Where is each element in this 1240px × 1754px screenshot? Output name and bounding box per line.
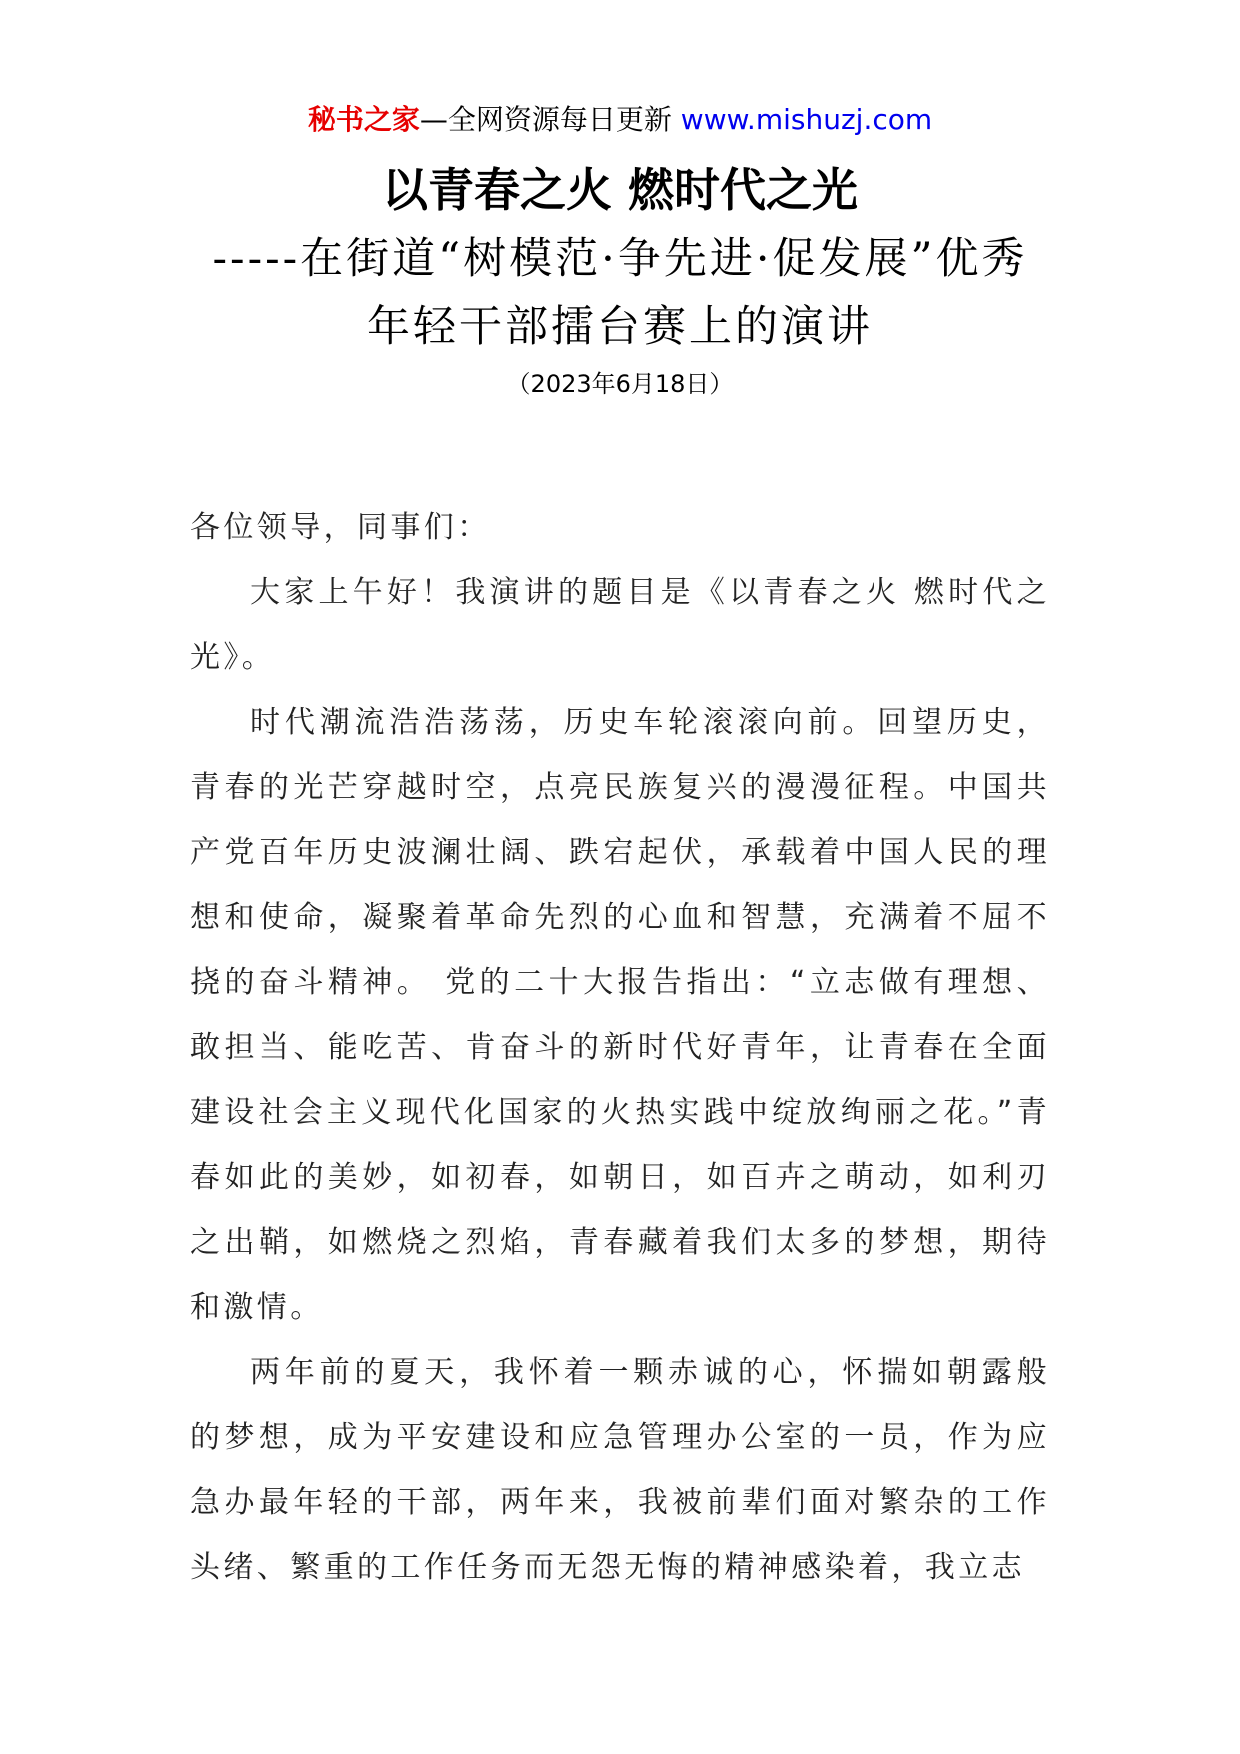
site-brand: 秘书之家 [307, 103, 420, 136]
body-paragraph: 大家上午好！我演讲的题目是《以青春之火 燃时代之光》。 [190, 575, 1050, 675]
document-subtitle: -----在街道“树模范·争先进·促发展”优秀年轻干部擂台赛上的演讲 [212, 234, 1028, 352]
body-paragraph: 时代潮流浩浩荡荡，历史车轮滚滚向前。回望历史，青春的光芒穿越时空，点亮民族复兴的漫漫征程。中国共产党百年历史波澜壮阔、跌宕起伏，承载着中国人民的理想和使命，凝聚着革命先烈的心血和智慧，充满着不屈不挠的奋斗精神。 党的二十大报告指出：“立志做有理想、敢担当、能吃苦、肯奋斗的新时代好青年，让青春在全面建设社会主义现代化国家的火热实践中绽放绚丽之花。”青春如此的美妙，如初春，如朝日，如百卉之萌动，如利刃之出鞘，如燃烧之烈焰，青春藏着我们太多的梦想，期待和激情。 [190, 705, 1050, 1325]
document-title: 以青春之火 燃时代之光 [381, 163, 858, 217]
site-header [0, 100, 1240, 140]
body-paragraph: 两年前的夏天，我怀着一颗赤诚的心，怀揣如朝露般的梦想，成为平安建设和应急管理办公室的一员，作为应急办最年轻的干部，两年来，我被前辈们面对繁杂的工作头绪、繁重的工作任务而无怨无悔的精神感染着，我立志 [190, 1355, 1050, 1585]
document-date: （2023年6月18日） [506, 370, 734, 398]
document-body [190, 495, 1050, 1600]
site-slogan: —全网资源每日更新 [419, 103, 672, 136]
site-url-link[interactable]: www.mishuzj.com [680, 103, 933, 136]
salutation: 各位领导，同事们： [190, 510, 491, 545]
